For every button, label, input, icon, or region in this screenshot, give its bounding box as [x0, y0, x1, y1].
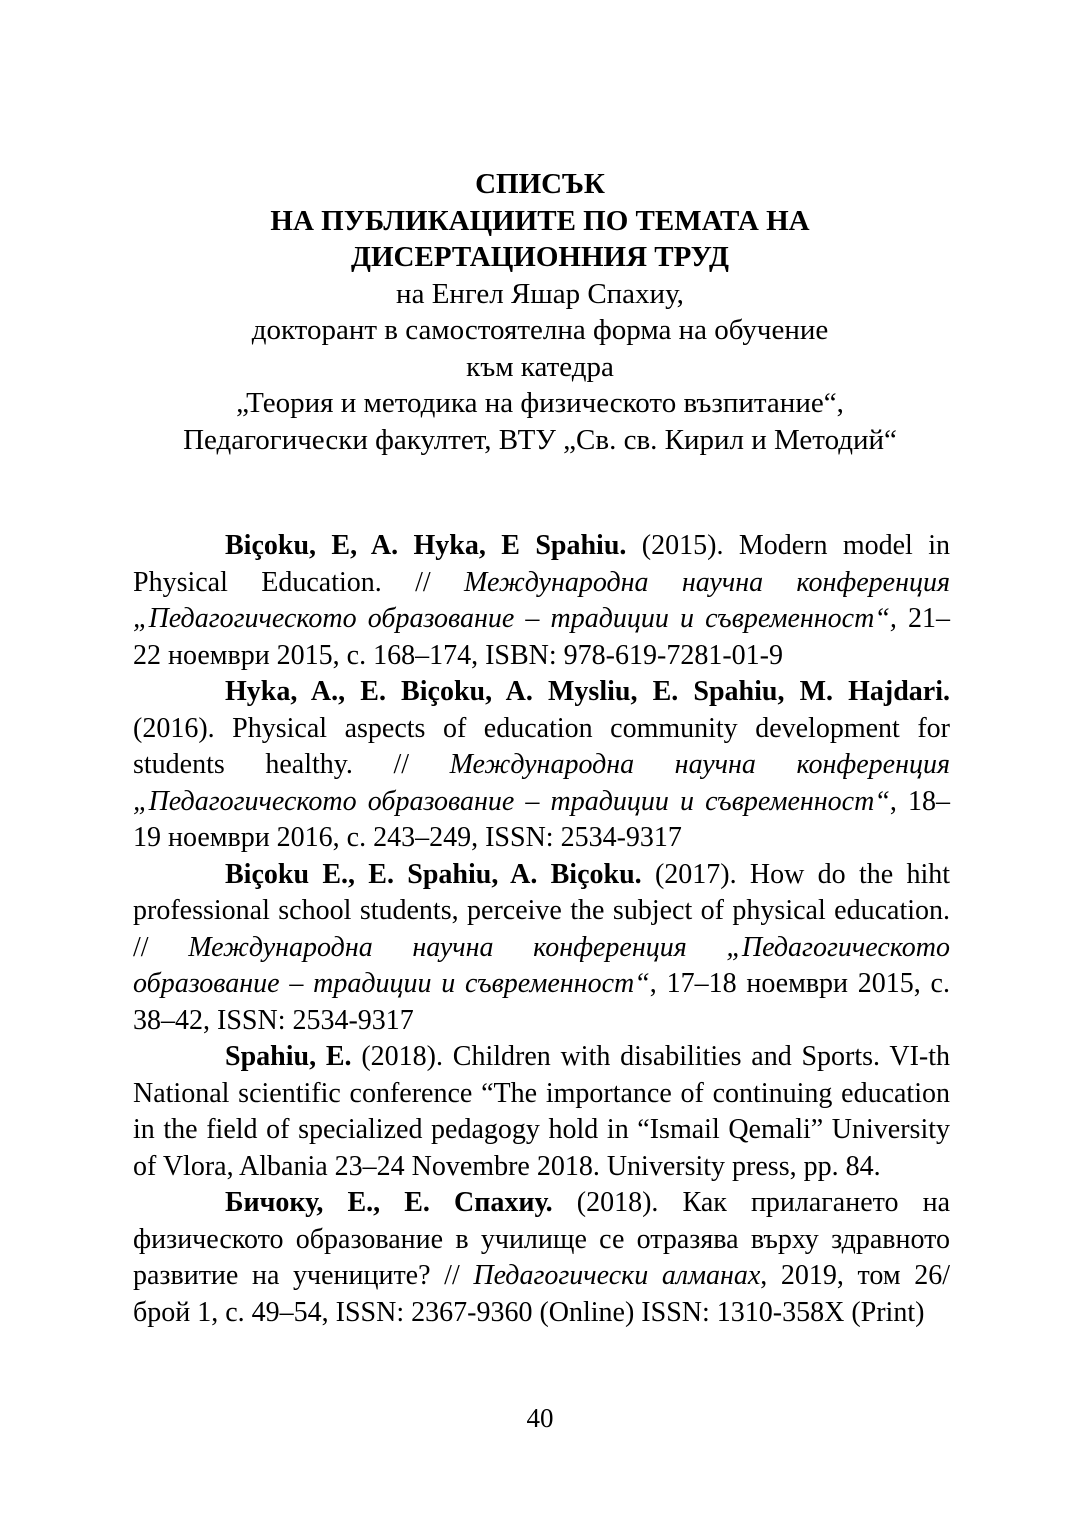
publication-list — [133, 528, 950, 1331]
page-number: 40 — [526, 1403, 554, 1433]
publication-entry: Biçoku E., E. Spahiu, A. Biçoku. (2017). How do the hiht professional school students, perceive the subject of physical education. // Международна научна конференция „Педагогическото образование – традиции и съвременност“, 17–18 ноември 2015, с. 38–42, ISSN: 2534-9317 — [133, 858, 951, 1036]
page-title-line-1: СПИСЪК — [475, 168, 605, 200]
publication-entry: Hyka, A., E. Biçoku, A. Mysliu, E. Spahiu, M. Hajdari. (2016). Physical aspects of education community development for students healthy. // Международна научна конференция „Педагогическото образование – традиции и съвременност“, 18–19 ноември 2016, с. 243–249, ISSN: 2534-9317 — [133, 676, 951, 853]
page-title-line-3: ДИСЕРТАЦИОННИЯ ТРУД — [351, 241, 729, 273]
subtitle-program: докторант в самостоятелна форма на обучение — [251, 314, 829, 346]
publication-entry: Biçoku, E, A. Hyka, E Spahiu. (2015). Modern model in Physical Education. // Международна научна конференция „Педагогическото образование – традиции и съвременност“, 21–22 ноември 2015, с. 168–174, ISBN: 978-619-7281-01-9 — [133, 530, 951, 671]
publication-entry: Spahiu, E. (2018). Children with disabilities and Sports. VI-th National scientific conference “The importance of continuing education in the field of specialized pedagogy hold in “Ismail Qemali” University of Vlora, Albania 23–24 Novembre 2018. University press, pp. 84. — [133, 1041, 950, 1182]
subtitle-faculty: Педагогически факултет, ВТУ „Св. св. Кирил и Методий“ — [183, 423, 897, 456]
subtitle-department-intro: към катедра — [466, 350, 614, 383]
subtitle-department-name: „Теория и методика на физическото възпитание“, — [236, 387, 844, 419]
page-title-line-2: НА ПУБЛИКАЦИИТЕ ПО ТЕМАТА НА — [270, 204, 810, 237]
subtitle-author: на Енгел Яшар Спахиу, — [396, 277, 684, 310]
publication-entry: Бичоку, Е., Е. Спахиу. (2018). Как прилагането на физическото образование в училище се отразява върху здравното развитие на учениците? // Педагогически алманах, 2019, том 26/брой 1, с. 49–54, ISSN: 2367-9360 (Online) ISSN: 1310-358X (Print) — [133, 1187, 951, 1328]
document-header — [0, 0, 1080, 458]
